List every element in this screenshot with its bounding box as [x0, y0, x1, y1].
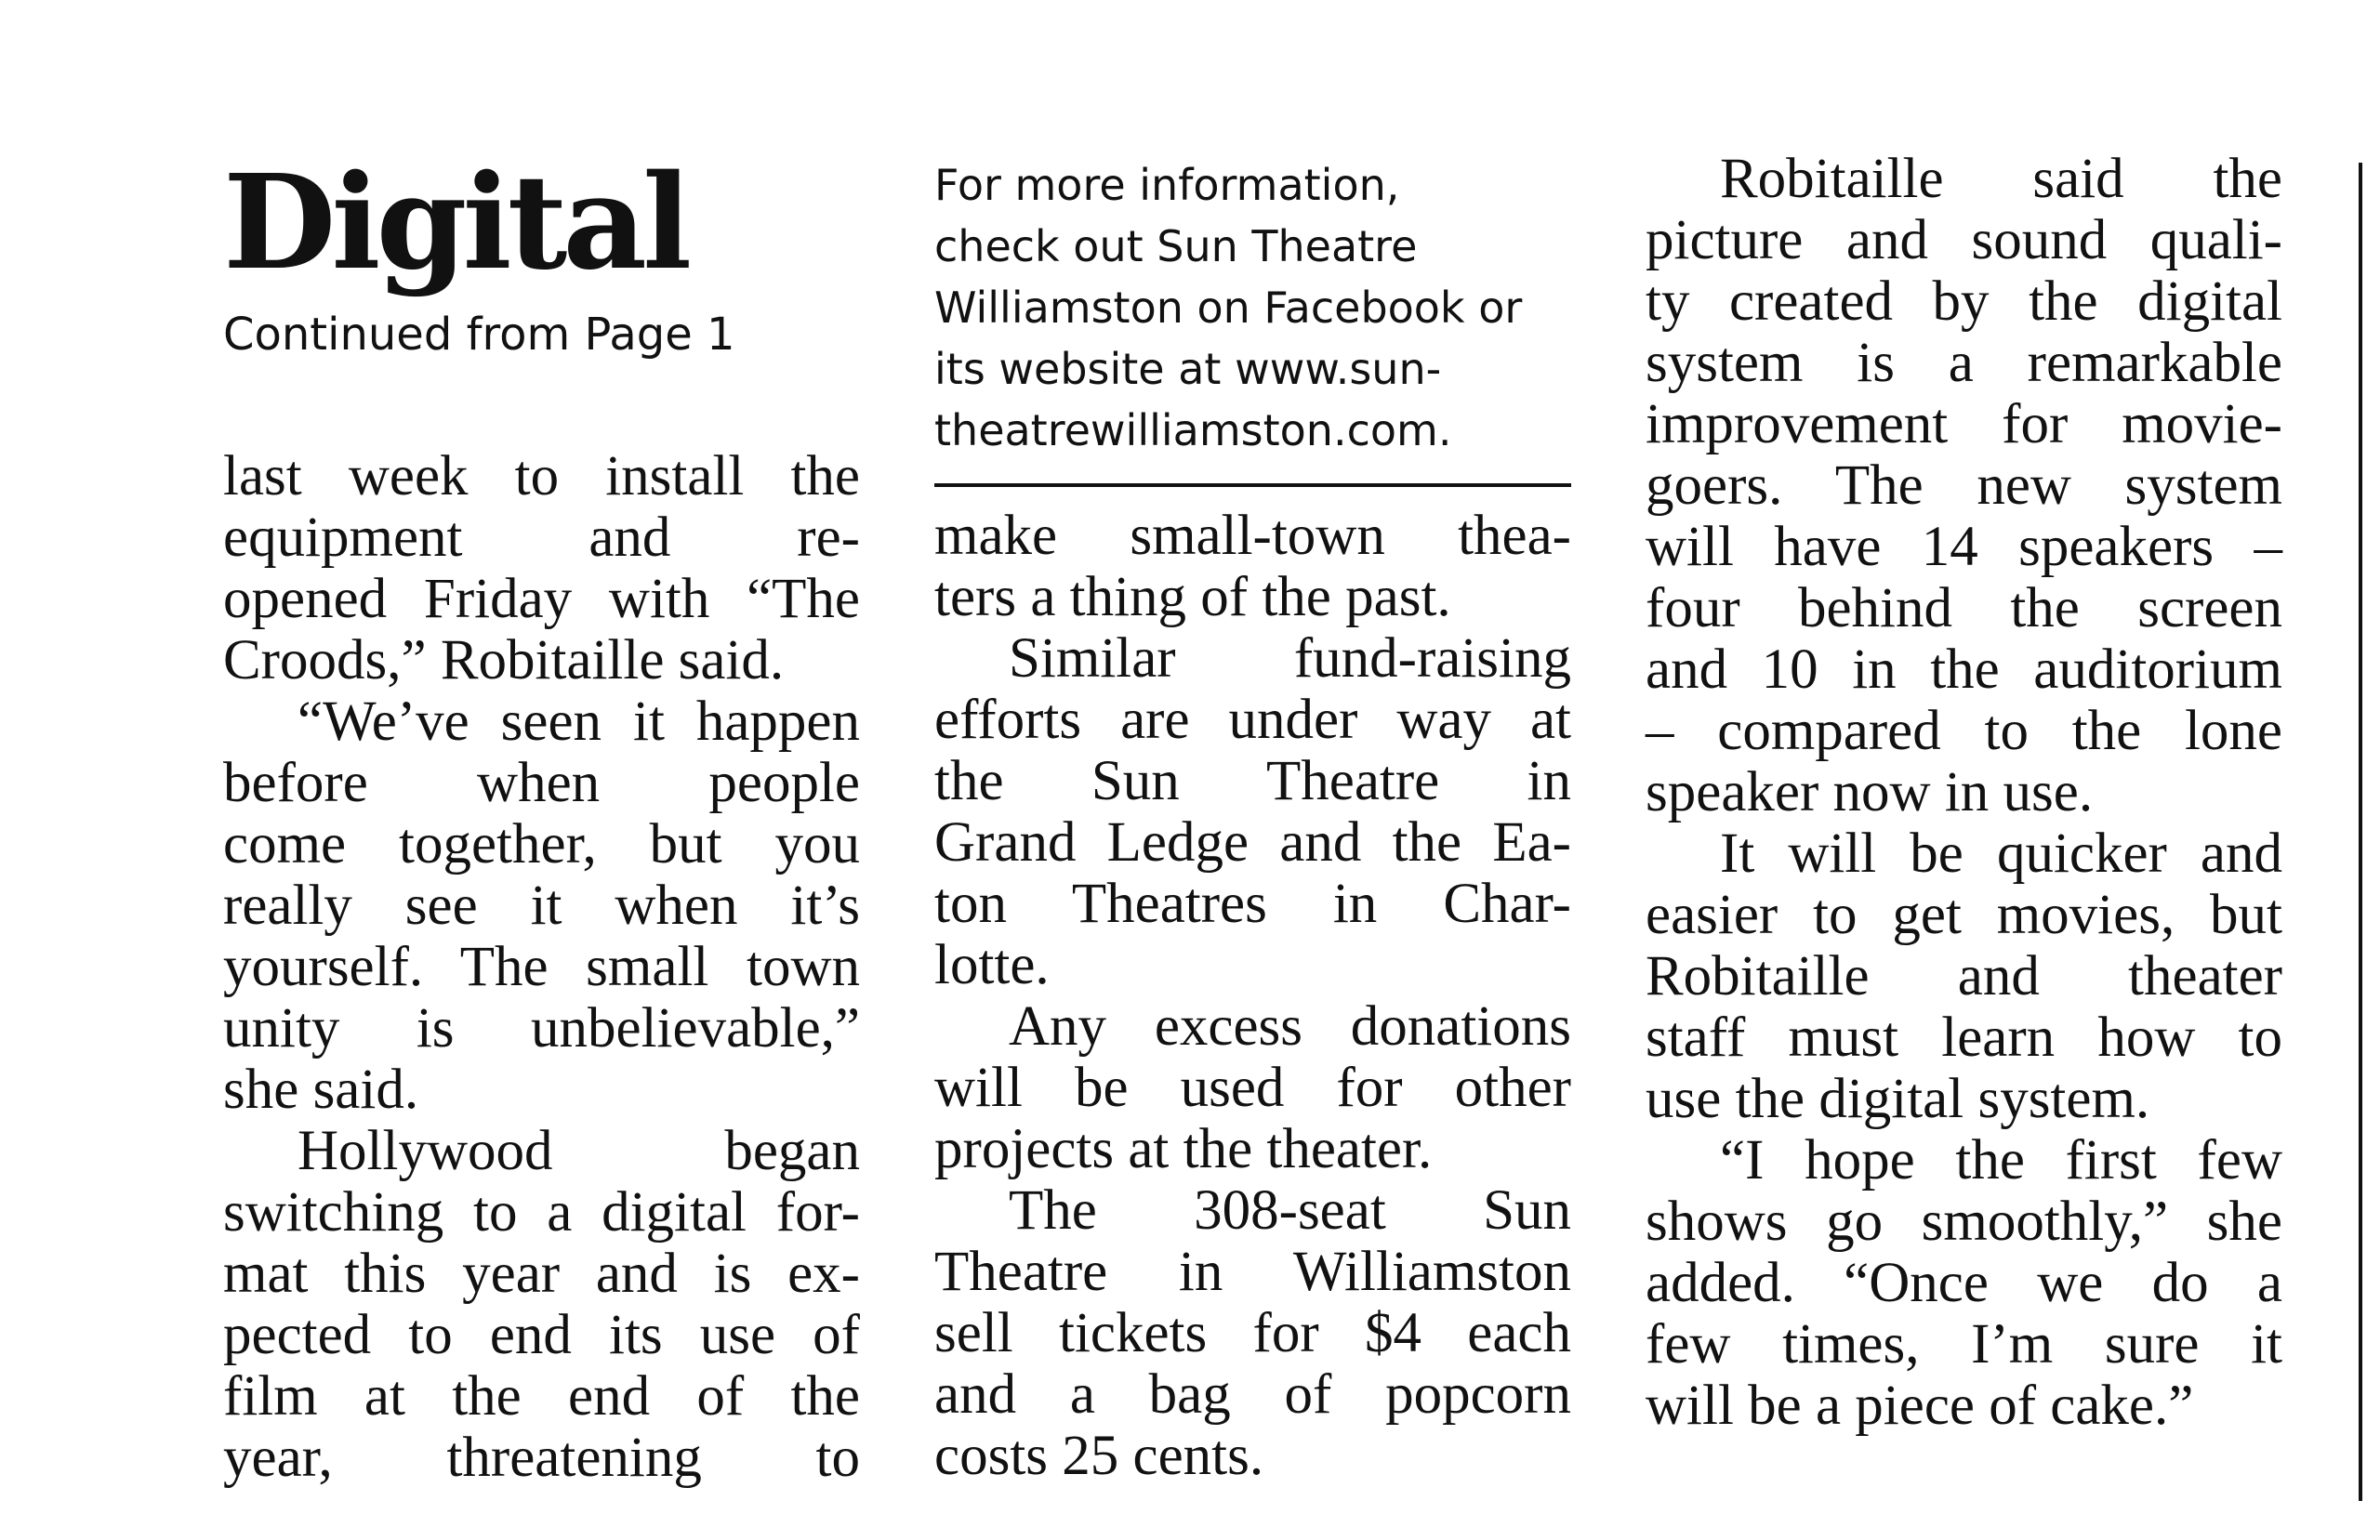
text-line: goers. The new system: [1646, 454, 2282, 517]
text-line: system is a remarkable: [1646, 332, 2282, 394]
text-line: ty created by the digital: [1646, 270, 2282, 333]
text-line: will have 14 speakers –: [1646, 516, 2282, 578]
text-line: The 308-seat Sun: [1009, 1179, 1571, 1242]
text-line: Robitaille said the: [1720, 148, 2282, 210]
text-line: will be used for other: [934, 1057, 1571, 1119]
text-line: few times, I’m sure it: [1646, 1313, 2282, 1375]
article-body-column-1: [223, 446, 860, 1489]
article-body-column-2: [934, 506, 1571, 1487]
text-line: unity is unbelievable,”: [223, 997, 860, 1060]
column-2: [934, 149, 1571, 1487]
text-line: It will be quicker and: [1720, 823, 2282, 885]
headline: Digital: [223, 147, 688, 299]
info-box: [934, 149, 1571, 487]
text-line: last week to install the: [223, 445, 860, 507]
text-line: will be a piece of cake.”: [1646, 1375, 2194, 1437]
text-line: picture and sound quali-: [1646, 209, 2282, 271]
text-line: the Sun Theatre in: [934, 750, 1571, 812]
text-line: yourself. The small town: [223, 936, 860, 998]
text-line: switching to a digital for-: [223, 1181, 860, 1244]
text-line: and 10 in the auditorium: [1646, 638, 2282, 701]
info-line: its website at www.sun-: [934, 344, 1442, 394]
text-line: “We’ve seen it happen: [298, 691, 860, 753]
text-line: costs 25 cents.: [934, 1425, 1264, 1487]
text-line: really see it when it’s: [223, 875, 860, 937]
text-line: opened Friday with “The: [223, 568, 860, 630]
text-line: easier to get movies, but: [1646, 884, 2282, 946]
text-line: she said.: [223, 1059, 419, 1121]
text-line: equipment and re-: [223, 507, 860, 569]
text-line: added. “Once we do a: [1646, 1252, 2282, 1314]
text-line: efforts are under way at: [934, 689, 1571, 751]
text-line: Theatre in Williamston: [934, 1241, 1571, 1303]
text-line: Croods,” Robitaille said.: [223, 629, 785, 691]
article-body-column-3: [1646, 149, 2282, 1437]
column-rule: [2359, 163, 2362, 1501]
text-line: projects at the theater.: [934, 1118, 1433, 1180]
text-line: before when people: [223, 752, 860, 814]
text-line: ton Theatres in Char-: [934, 873, 1571, 935]
text-line: make small-town thea-: [934, 505, 1571, 567]
info-line: Williamston on Facebook or: [934, 283, 1523, 333]
column-1: [223, 149, 860, 1489]
text-line: come together, but you: [223, 813, 860, 875]
text-line: shows go smoothly,” she: [1646, 1191, 2282, 1253]
text-line: year, threatening to: [223, 1427, 860, 1489]
text-line: Hollywood began: [298, 1120, 860, 1182]
text-line: and a bag of popcorn: [934, 1363, 1571, 1426]
text-line: lotte.: [934, 934, 1050, 996]
text-line: Robitaille and theater: [1646, 945, 2282, 1007]
text-line: – compared to the lone: [1646, 700, 2282, 762]
text-line: ters a thing of the past.: [934, 566, 1451, 628]
text-line: “I hope the first few: [1720, 1129, 2282, 1191]
text-line: speaker now in use.: [1646, 761, 2094, 823]
text-line: mat this year and is ex-: [223, 1243, 860, 1305]
text-line: pected to end its use of: [223, 1304, 860, 1366]
info-line: check out Sun Theatre: [934, 221, 1418, 271]
text-line: Any excess donations: [1009, 995, 1571, 1058]
text-line: film at the end of the: [223, 1365, 860, 1428]
text-line: four behind the screen: [1646, 577, 2282, 639]
text-line: Grand Ledge and the Ea-: [934, 811, 1571, 874]
text-line: improvement for movie-: [1646, 393, 2282, 455]
text-line: staff must learn how to: [1646, 1007, 2282, 1069]
text-line: sell tickets for $4 each: [934, 1302, 1571, 1364]
text-line: Similar fund-raising: [1009, 627, 1571, 690]
text-line: use the digital system.: [1646, 1068, 2150, 1130]
continued-from-label: Continued from Page 1: [223, 309, 735, 361]
info-line: For more information,: [934, 160, 1400, 210]
info-line: theatrewilliamston.com.: [934, 405, 1452, 455]
column-3: [1646, 149, 2282, 1437]
